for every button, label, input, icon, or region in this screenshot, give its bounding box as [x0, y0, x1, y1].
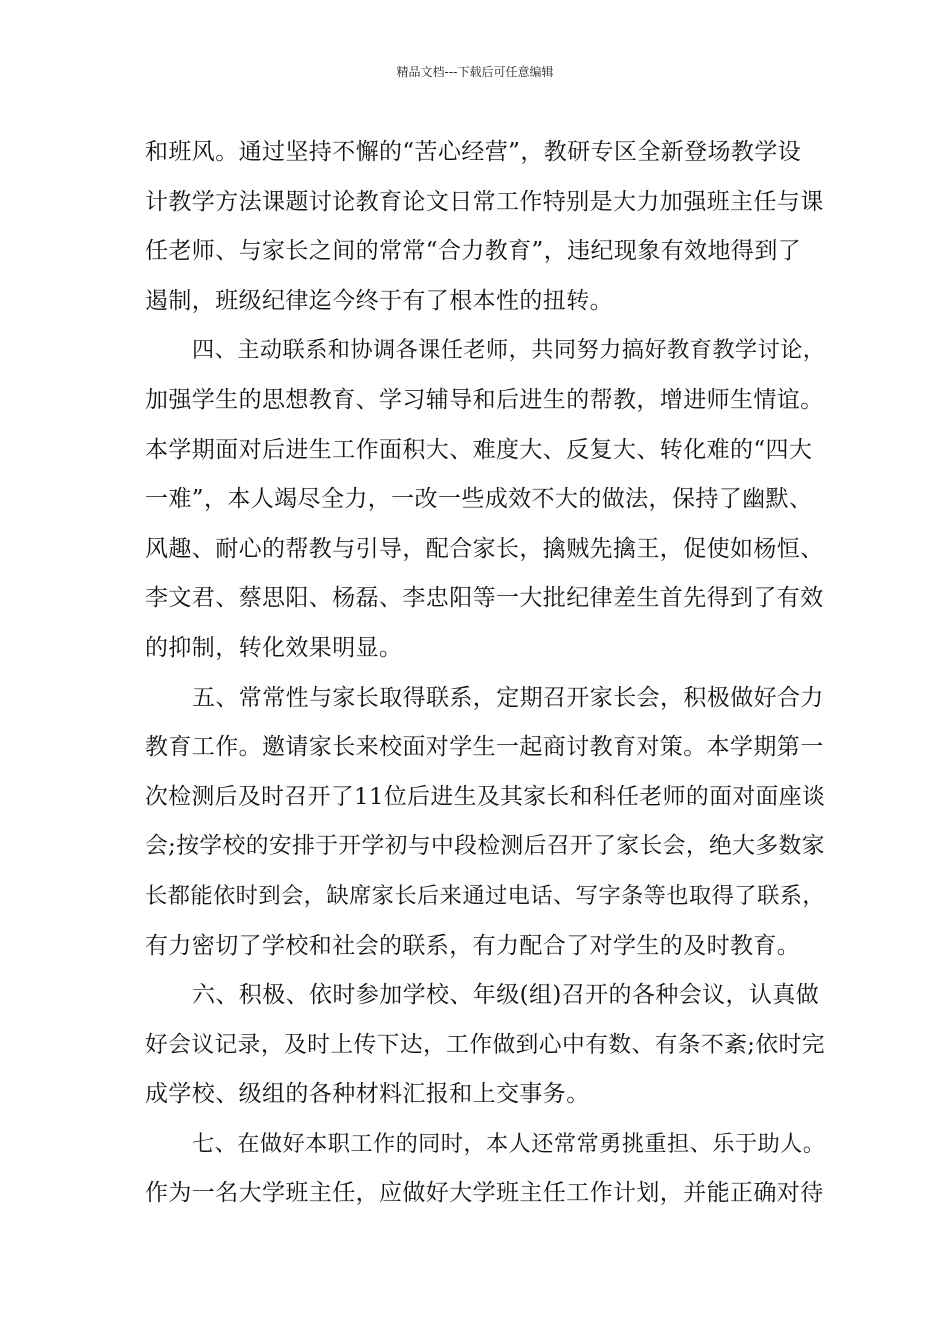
text-line: 加强学生的思想教育、学习辅导和后进生的帮教，增进师生情谊。 — [145, 386, 824, 413]
text-line: 任老师、与家长之间的常常“合力教育”，违纪现象有效地得到了 — [145, 238, 802, 265]
text-line: 有力密切了学校和社会的联系，有力配合了对学生的及时教育。 — [145, 932, 801, 959]
text-line: 一难”，本人竭尽全力，一改一些成效不大的做法，保持了幽默、 — [145, 486, 813, 513]
page-header: 精品文档---下载后可任意编辑 — [396, 65, 554, 79]
text-line: 李文君、蔡思阳、杨磊、李忠阳等一大批纪律差生首先得到了有效 — [145, 585, 824, 612]
text-line: 的抑制，转化效果明显。 — [145, 634, 403, 661]
text-line: 成学校、级组的各种材料汇报和上交事务。 — [145, 1081, 590, 1108]
text-line: 四、主动联系和协调各课任老师，共同努力搞好教育教学讨论， — [192, 337, 826, 364]
text-line: 遏制，班级纪律迄今终于有了根本性的扭转。 — [145, 287, 613, 314]
text-line: 会;按学校的安排于开学初与中段检测后召开了家长会，绝大多数家 — [145, 833, 825, 860]
text-line: 计教学方法课题讨论教育论文日常工作特别是大力加强班主任与课 — [145, 188, 824, 215]
document-body — [145, 128, 825, 1219]
text-line: 六、积极、依时参加学校、年级(组)召开的各种会议，认真做 — [192, 982, 820, 1009]
text-line: 次检测后及时召开了11位后进生及其家长和科任老师的面对面座谈 — [145, 783, 826, 810]
text-line: 五、常常性与家长取得联系，定期召开家长会，积极做好合力 — [192, 684, 824, 711]
text-line: 长都能依时到会，缺席家长后来通过电话、写字条等也取得了联系， — [145, 882, 825, 909]
text-line: 七、在做好本职工作的同时，本人还常常勇挑重担、乐于助人。 — [192, 1130, 826, 1157]
text-line: 作为一名大学班主任，应做好大学班主任工作计划，并能正确对待 — [145, 1180, 824, 1207]
text-line: 风趣、耐心的帮教与引导，配合家长，擒贼先擒王，促使如杨恒、 — [145, 535, 824, 562]
text-line: 好会议记录，及时上传下达，工作做到心中有数、有条不紊;依时完 — [145, 1031, 825, 1058]
text-line: 本学期面对后进生工作面积大、难度大、反复大、转化难的“四大 — [145, 436, 813, 463]
text-line: 教育工作。邀请家长来校面对学生一起商讨教育对策。本学期第一 — [145, 734, 824, 761]
text-line: 和班风。通过坚持不懈的“苦心经营”，教研专区全新登场教学设 — [145, 139, 802, 165]
